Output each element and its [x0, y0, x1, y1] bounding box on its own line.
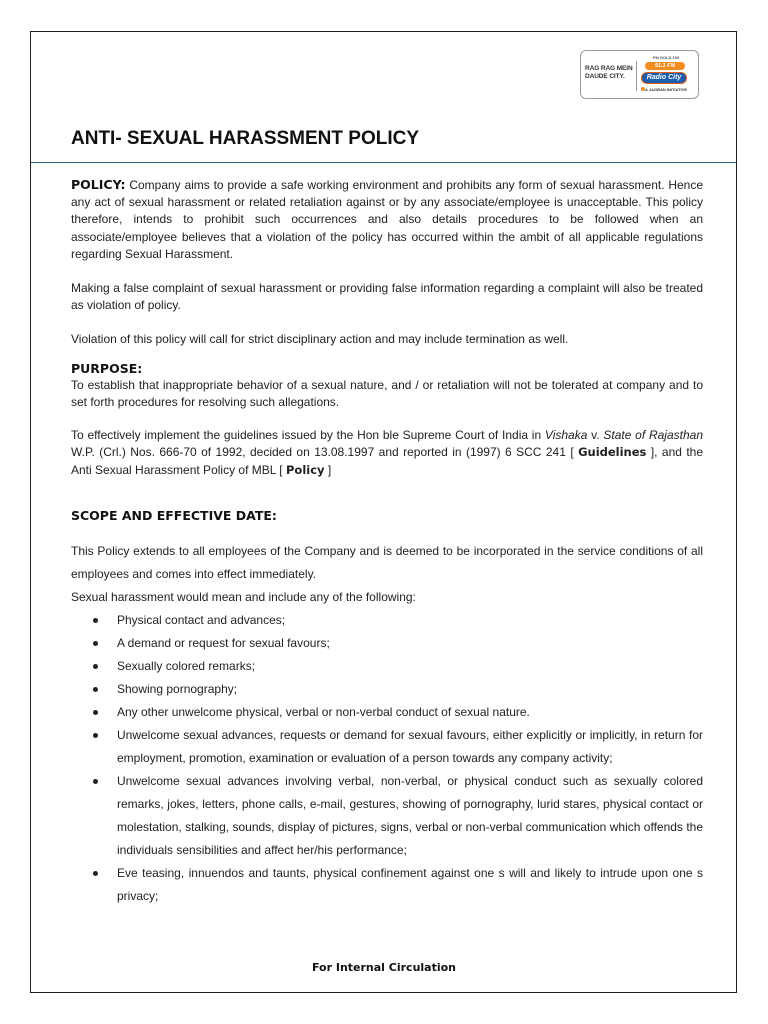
case-name-rajasthan: State of Rajasthan: [603, 428, 703, 443]
bullet-icon: [93, 618, 98, 623]
list-item: Any other unwelcome physical, verbal or non-verbal conduct of sexual nature.: [71, 701, 703, 724]
harassment-intro: Sexual harassment would mean and include any of the following:: [71, 590, 416, 605]
bullet-icon: [93, 664, 98, 669]
violation-paragraph: Violation of this policy will call for strict disciplinary action and may include termination as well.: [71, 332, 569, 347]
logo-tagline: RAG RAG MEIN DAUDE CITY.: [585, 65, 633, 80]
list-item: Sexually colored remarks;: [71, 655, 703, 678]
bullet-icon: [93, 779, 98, 784]
bullet-icon: [93, 871, 98, 876]
logo-frequency: 91.1 FM: [645, 62, 685, 70]
list-item: Unwelcome sexual advances involving verbal, non-verbal, or physical conduct such as sexually colored remarks, jokes, letters, phone calls, e-mail, gestures, showing of pornography, lurid stares, physical contact or molestation, stalking, sounds, display of pictures, signs, verbal or non-verbal communication which offends the individuals sensibilities and affect her/his performance;: [71, 770, 703, 862]
logo-top-small: FM GOLD 100: [653, 55, 680, 60]
document-body: [71, 176, 703, 908]
footer-note: For Internal Circulation: [311, 961, 457, 974]
harassment-list: [71, 609, 703, 908]
policy-link[interactable]: Policy: [285, 462, 325, 477]
scope-paragraph: This Policy extends to all employees of the Company and is deemed to be incorporated in the service conditions of all employees and comes into effect immediately.: [71, 544, 703, 582]
list-item: Unwelcome sexual advances, requests or demand for sexual favours, either explicitly or implicitly, in return for employment, promotion, examination or evaluation of a person towards any company activity;: [71, 724, 703, 770]
list-item: A demand or request for sexual favours;: [71, 632, 703, 655]
policy-heading: POLICY:: [71, 177, 126, 192]
page-title: ANTI- SEXUAL HARASSMENT POLICY: [71, 128, 420, 149]
bullet-icon: [93, 710, 98, 715]
title-divider: [31, 162, 736, 163]
list-item: Eve teasing, innuendos and taunts, physical confinement against one s will and likely to intrude upon one s privacy;: [71, 862, 703, 908]
purpose-paragraph: To establish that inappropriate behavior of a sexual nature, and / or retaliation will not be tolerated at company and to set forth procedures for resolving such allegations.: [71, 377, 703, 410]
bullet-icon: [93, 641, 98, 646]
guidelines-link[interactable]: Guidelines: [578, 445, 647, 460]
guidelines-paragraph: To effectively implement the guidelines issued by the Hon ble Supreme Court of India in Vishaka v. State of Rajasthan W.P. (Crl.) Nos. 666-70 of 1992, decided on 13.08.1997 and reported in (1997) 6 SCC 241 [ Guidelines ], and the Anti Sexual Harassment Policy of MBL [ Policy ]: [71, 428, 704, 477]
policy-paragraph: [71, 176, 703, 263]
purpose-heading: PURPOSE:: [71, 360, 143, 376]
case-name-vishaka: Vishaka: [544, 428, 588, 443]
radio-city-logo: [580, 50, 699, 99]
policy-text: Company aims to provide a safe working environment and prohibits any form of sexual harassment. Hence any act of sexual harassment or related retaliation against or by any associate/employee is unacceptable. This policy therefore, intends to prohibit such occurrences and also details procedures to be followed when an associate/employee believes that a violation of the policy has occurred within the ambit of all applicable regulations regarding Sexual Harassment.: [71, 178, 703, 261]
list-item: Showing pornography;: [71, 678, 703, 701]
logo-separator: [636, 61, 637, 91]
bullet-icon: [93, 733, 98, 738]
list-item: Physical contact and advances;: [71, 609, 703, 632]
logo-sub: A JAGRAN INITIATIVE: [645, 87, 688, 92]
bullet-icon: [93, 687, 98, 692]
false-complaint-paragraph: Making a false complaint of sexual harassment or providing false information regarding a complaint will also be treated as violation of policy.: [71, 281, 703, 313]
scope-heading: SCOPE AND EFFECTIVE DATE:: [71, 507, 277, 523]
logo-brand: Radio City: [641, 72, 687, 84]
